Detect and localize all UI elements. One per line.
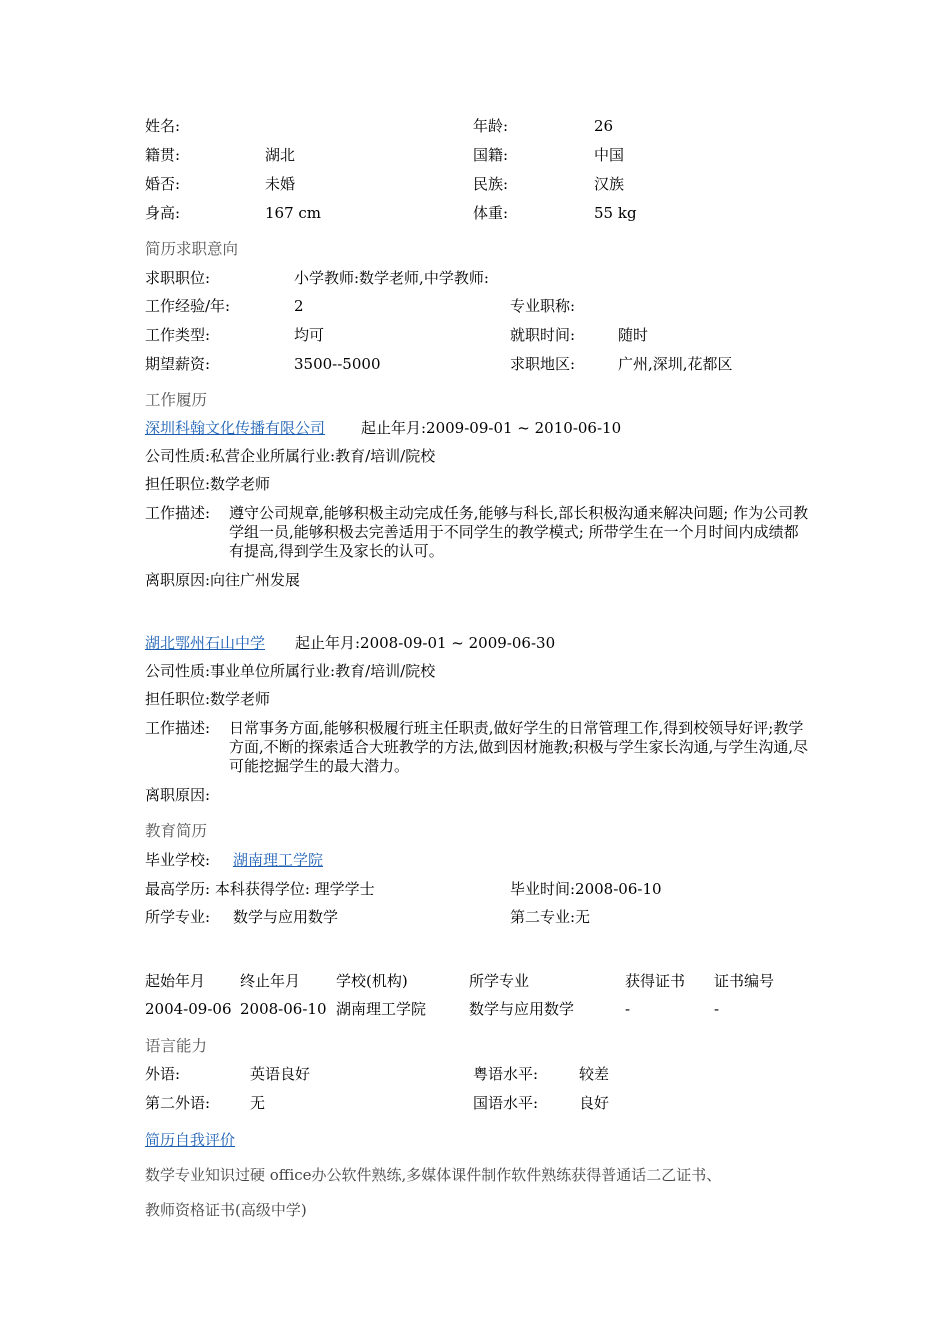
age-value: 26: [594, 117, 614, 135]
height-label: 身高:: [145, 204, 181, 222]
job-nature-1: 公司性质:私营企业所属行业:教育/培训/院校: [145, 447, 436, 465]
area-label: 求职地区:: [510, 355, 576, 373]
native-value: 湖北: [265, 146, 296, 164]
school-link[interactable]: 湖南理工学院: [233, 851, 324, 869]
self-eval-line-2: 教师资格证书(高级中学): [145, 1201, 307, 1219]
job-desc-2: 日常事务方面,能够积极履行班主任职责,做好学生的日常管理工作,得到校领导好评;教学方面,不断的探索适合大班教学的方法,做到因材施教;积极与学生家长沟通,与学生沟通,尽可能挖掘学生的最大潜力。: [229, 719, 809, 775]
experience-label: 工作经验/年:: [145, 297, 231, 315]
cantonese-label: 粤语水平:: [473, 1065, 539, 1083]
mandarin-label: 国语水平:: [473, 1094, 539, 1112]
weight-value: 55 kg: [594, 204, 637, 222]
table-header-start: 起始年月: [145, 972, 206, 990]
table-header-cert-no: 证书编号: [714, 972, 775, 990]
degree-text: 最高学历: 本科获得学位: 理学学士: [145, 880, 375, 898]
table-cell-cert: -: [625, 1000, 631, 1018]
second-major: 第二专业:无: [510, 908, 591, 926]
education-heading: 教育简历: [145, 822, 208, 840]
position-value: 小学教师:数学老师,中学教师:: [294, 269, 489, 287]
job-period-2: 起止年月:2008-09-01 ~ 2009-06-30: [295, 634, 556, 652]
self-eval-line-1: 数学专业知识过硬 office办公软件熟练,多媒体课件制作软件熟练获得普通话二乙证书、: [145, 1166, 722, 1184]
school-label: 毕业学校:: [145, 851, 211, 869]
self-eval-heading[interactable]: 简历自我评价: [145, 1131, 236, 1149]
table-header-school: 学校(机构): [336, 972, 408, 990]
graduation-time: 毕业时间:2008-06-10: [510, 880, 662, 898]
work-type-value: 均可: [294, 326, 325, 344]
height-value: 167 cm: [265, 204, 322, 222]
age-label: 年龄:: [473, 117, 509, 135]
table-cell-school: 湖南理工学院: [336, 1000, 427, 1018]
job-role-2: 担任职位:数学老师: [145, 690, 271, 708]
work-heading: 工作履历: [145, 391, 208, 409]
cantonese-value: 较差: [579, 1065, 610, 1083]
table-header-major: 所学专业: [469, 972, 530, 990]
mandarin-value: 良好: [579, 1094, 610, 1112]
title-label: 专业职称:: [510, 297, 576, 315]
experience-value: 2: [294, 297, 304, 315]
language-heading: 语言能力: [145, 1037, 208, 1055]
second-language-value: 无: [250, 1094, 266, 1112]
major-value: 数学与应用数学: [233, 908, 339, 926]
table-cell-cert-no: -: [714, 1000, 720, 1018]
work-type-label: 工作类型:: [145, 326, 211, 344]
job-desc-label-2: 工作描述:: [145, 719, 211, 737]
second-language-label: 第二外语:: [145, 1094, 211, 1112]
start-time-label: 就职时间:: [510, 326, 576, 344]
company-link-2[interactable]: 湖北鄂州石山中学: [145, 634, 266, 652]
area-value: 广州,深圳,花都区: [618, 355, 733, 373]
native-label: 籍贯:: [145, 146, 181, 164]
salary-value: 3500--5000: [294, 355, 381, 373]
job-period-1: 起止年月:2009-09-01 ~ 2010-06-10: [361, 419, 622, 437]
major-label: 所学专业:: [145, 908, 211, 926]
table-cell-major: 数学与应用数学: [469, 1000, 575, 1018]
ethnicity-value: 汉族: [594, 175, 625, 193]
ethnicity-label: 民族:: [473, 175, 509, 193]
start-time-value: 随时: [618, 326, 649, 344]
position-label: 求职职位:: [145, 269, 211, 287]
company-link-1[interactable]: 深圳科翰文化传播有限公司: [145, 419, 326, 437]
job-desc-label-1: 工作描述:: [145, 504, 211, 522]
table-cell-start: 2004-09-06: [145, 1000, 232, 1018]
table-header-cert: 获得证书: [625, 972, 686, 990]
table-header-end: 终止年月: [240, 972, 301, 990]
job-nature-2: 公司性质:事业单位所属行业:教育/培训/院校: [145, 662, 436, 680]
job-leave-2: 离职原因:: [145, 786, 211, 804]
nationality-label: 国籍:: [473, 146, 509, 164]
marital-label: 婚否:: [145, 175, 181, 193]
foreign-label: 外语:: [145, 1065, 181, 1083]
job-leave-1: 离职原因:向往广州发展: [145, 571, 301, 589]
salary-label: 期望薪资:: [145, 355, 211, 373]
table-cell-end: 2008-06-10: [240, 1000, 327, 1018]
nationality-value: 中国: [594, 146, 625, 164]
foreign-value: 英语良好: [250, 1065, 311, 1083]
intent-heading: 简历求职意向: [145, 240, 239, 258]
marital-value: 未婚: [265, 175, 296, 193]
job-role-1: 担任职位:数学老师: [145, 475, 271, 493]
job-desc-1: 遵守公司规章,能够积极主动完成任务,能够与科长,部长积极沟通来解决问题; 作为公司教学组一员,能够积极去完善适用于不同学生的教学模式; 所带学生在一个月时间内成绩都有提高,得到学生及家长的认可。: [229, 504, 809, 560]
name-label: 姓名:: [145, 117, 181, 135]
weight-label: 体重:: [473, 204, 509, 222]
